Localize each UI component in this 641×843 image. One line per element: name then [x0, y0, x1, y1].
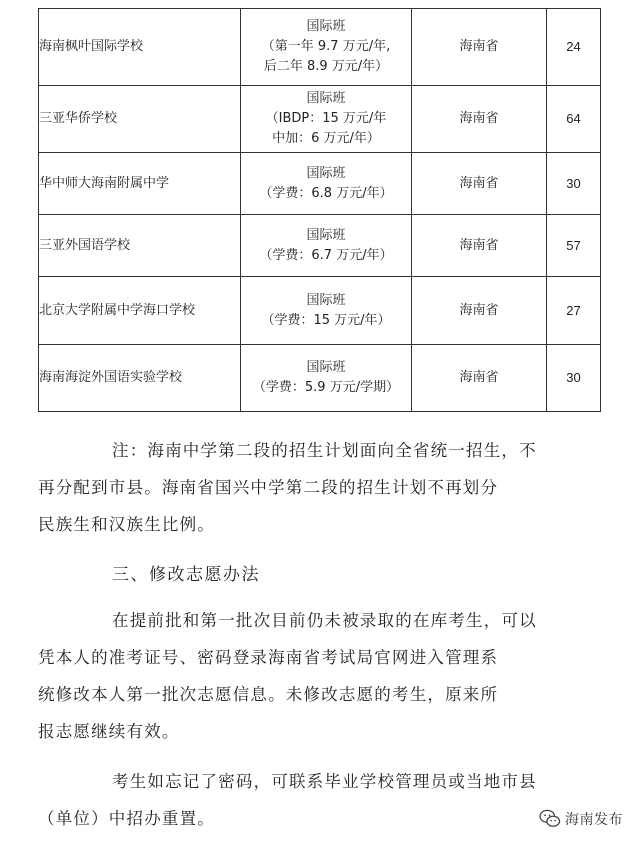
table-row	[39, 277, 601, 345]
class-type-line: （IBDP：15 万元/年	[265, 111, 387, 126]
class-type-cell	[241, 86, 412, 153]
class-type-line: 国际班	[306, 227, 346, 243]
school-name-cell: 三亚外国语学校	[39, 215, 241, 277]
modify-paragraph	[38, 602, 598, 750]
class-type-line: 国际班	[306, 19, 346, 34]
enrollment-count-cell: 30	[547, 153, 601, 215]
school-name-cell: 海南枫叶国际学校	[39, 9, 241, 86]
class-type-line: 国际班	[306, 165, 346, 181]
watermark-text: 海南发布	[565, 812, 623, 828]
province-cell: 海南省	[412, 9, 547, 86]
paragraph-line: （单位）中招办重置。	[38, 809, 215, 828]
enrollment-count-cell: 24	[547, 9, 601, 86]
table-row	[39, 86, 601, 153]
note-paragraph	[38, 432, 598, 543]
school-name-cell: 北京大学附属中学海口学校	[39, 277, 241, 345]
school-name-cell: 三亚华侨学校	[39, 86, 241, 153]
province-cell: 海南省	[412, 153, 547, 215]
class-type-cell	[241, 215, 412, 277]
class-type-line: 国际班	[306, 91, 346, 106]
class-type-line: 国际班	[306, 360, 346, 375]
province-cell: 海南省	[412, 86, 547, 153]
class-type-cell	[241, 153, 412, 215]
class-type-line: （学费：15 万元/年）	[261, 312, 391, 328]
paragraph-line: 在提前批和第一批次目前仍未被录取的在库考生，可以	[112, 611, 537, 630]
school-name-cell: 海南海淀外国语实验学校	[39, 345, 241, 412]
table-row	[39, 215, 601, 277]
province-cell: 海南省	[412, 215, 547, 277]
class-type-line: （学费：6.7 万元/年）	[259, 247, 393, 263]
enrollment-count-cell: 27	[547, 277, 601, 345]
school-table-body	[39, 9, 601, 412]
province-cell: 海南省	[412, 345, 547, 412]
class-type-line: （学费：5.9 万元/学期）	[252, 380, 400, 395]
watermark	[539, 809, 623, 829]
enrollment-count-cell: 64	[547, 86, 601, 153]
table-row	[39, 153, 601, 215]
school-name-cell: 华中师大海南附属中学	[39, 153, 241, 215]
class-type-line: （第一年 9.7 万元/年,	[261, 39, 391, 54]
paragraph-line: 统修改本人第一批次志愿信息。未修改志愿的考生，原来所	[38, 685, 499, 704]
note-line: 注：海南中学第二段的招生计划面向全省统一招生，不	[112, 441, 537, 460]
table-row	[39, 345, 601, 412]
password-paragraph	[38, 763, 598, 837]
section-heading: 三、修改志愿办法	[112, 565, 260, 585]
class-type-line: 后二年 8.9 万元/年）	[263, 59, 389, 74]
enrollment-count-cell: 57	[547, 215, 601, 277]
wechat-icon	[539, 809, 561, 829]
class-type-line: 国际班	[306, 292, 346, 308]
class-type-line: （学费：6.8 万元/年）	[259, 185, 393, 201]
table-row	[39, 9, 601, 86]
class-type-cell	[241, 345, 412, 412]
paragraph-line: 考生如忘记了密码，可联系毕业学校管理员或当地市县	[112, 772, 537, 791]
enrollment-count-cell: 30	[547, 345, 601, 412]
class-type-cell	[241, 9, 412, 86]
paragraph-line: 凭本人的准考证号、密码登录海南省考试局官网进入管理系	[38, 648, 499, 667]
province-cell: 海南省	[412, 277, 547, 345]
note-line: 再分配到市县。海南省国兴中学第二段的招生计划不再划分	[38, 478, 499, 497]
class-type-line: 中加：6 万元/年）	[272, 131, 380, 146]
school-table	[38, 8, 601, 412]
paragraph-line: 报志愿继续有效。	[38, 722, 180, 741]
note-line: 民族生和汉族生比例。	[38, 515, 215, 534]
class-type-cell	[241, 277, 412, 345]
